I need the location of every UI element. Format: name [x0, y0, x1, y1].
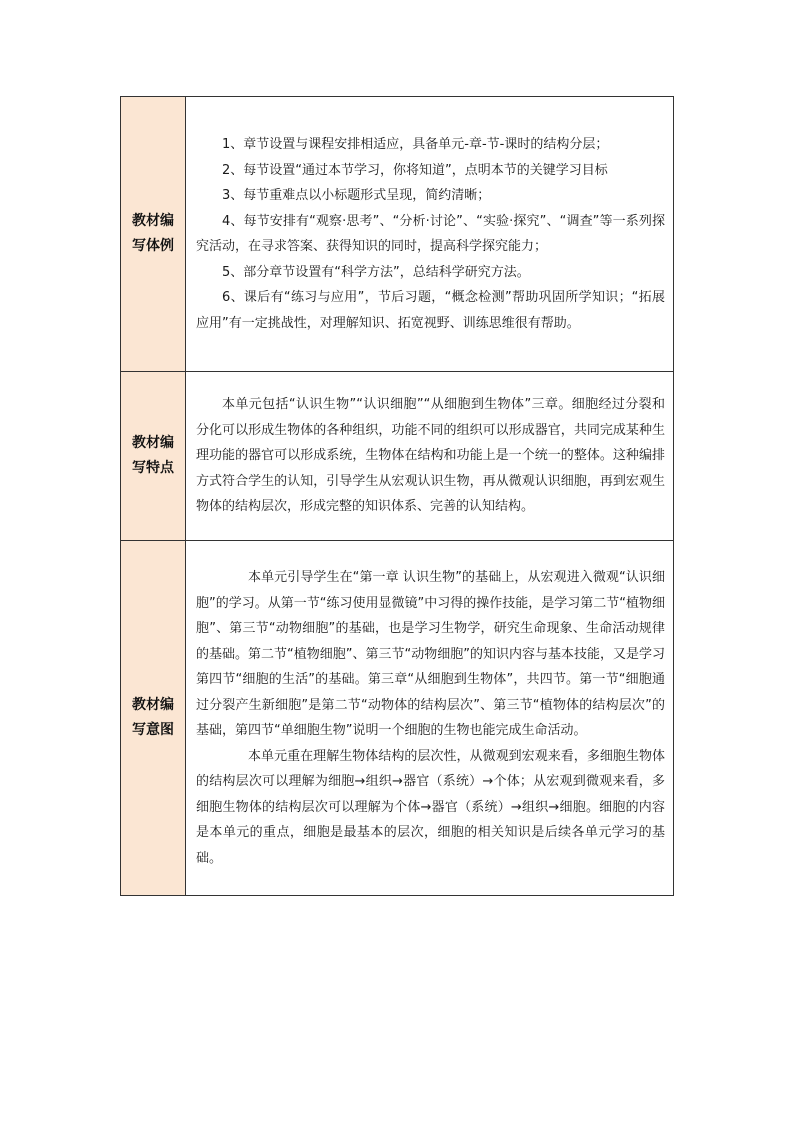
paragraph: 本单元重在理解生物体结构的层次性，从微观到宏观来看，多细胞生物体的结构层次可以理解为细胞→组织→器官（系统）→个体；从宏观到微观来看，多细胞生物体的结构层次可以理解为个体→器官（系统）→组织→细胞。细胞的内容是本单元的重点，细胞是最基本的层次，细胞的相关知识是后续各单元学习的基础。	[196, 748, 665, 866]
table-row	[121, 541, 674, 896]
textbook-analysis-table	[120, 96, 674, 896]
table-row	[121, 97, 674, 372]
paragraph: 3、每节重难点以小标题形式呈现，简约清晰；	[222, 188, 491, 203]
row-content-cell	[186, 372, 674, 541]
paragraph: 4、每节安排有“观察·思考”、“分析·讨论”、“实验·探究”、“调查”等一系列探究活动，在寻求答案、获得知识的同时，提高科学探究能力；	[196, 213, 665, 254]
paragraph: 本单元引导学生在“第一章 认识生物”的基础上，从宏观进入微观“认识细胞”的学习。从第一节“练习使用显微镜”中习得的操作技能，是学习第二节“植物细胞”、第三节“动物细胞”的基础，也是学习生物学，研究生命现象、生命活动规律的基础。第二节“植物细胞”、第三节“动物细胞”的知识内容与基本技能，又是学习第四节“细胞的生活”的基础。第三章“从细胞到生物体”，共四节。第一节“细胞通过分裂产生新细胞”是第二节“动物体的结构层次”、第三节“植物体的结构层次”的基础，第四节“单细胞生物”说明一个细胞的生物也能完成生命活动。	[196, 570, 665, 738]
paragraph: 1、章节设置与课程安排相适应，具备单元-章-节-课时的结构分层；	[222, 137, 609, 152]
row-label: 教材编写意图	[131, 697, 174, 738]
row-label-cell	[121, 372, 186, 541]
row-content-cell	[186, 97, 674, 372]
paragraph: 6、课后有“练习与应用”，节后习题，“概念检测”帮助巩固所学知识；“拓展应用”有一定挑战性，对理解知识、拓宽视野、训练思维很有帮助。	[196, 290, 665, 331]
row-label-cell	[121, 541, 186, 896]
paragraph: 5、部分章节设置有“科学方法”，总结科学研究方法。	[222, 264, 530, 280]
paragraph: 本单元包括“认识生物”“认识细胞”“从细胞到生物体”三章。细胞经过分裂和分化可以形成生物体的各种组织，功能不同的组织可以形成器官，共同完成某种生理功能的器官可以形成系统，生物体在结构和功能上是一个统一的整体。这种编排方式符合学生的认知，引导学生从宏观认识生物，再从微观认识细胞，再到宏观生物体的结构层次，形成完整的知识体系、完善的认知结构。	[196, 397, 665, 515]
row-content-cell	[186, 541, 674, 896]
row-label-cell	[121, 97, 186, 372]
paragraph: 2、每节设置“通过本节学习，你将知道”，点明本节的关键学习目标	[222, 162, 608, 178]
row-label: 教材编写特点	[131, 435, 174, 476]
row-label: 教材编写体例	[131, 213, 174, 254]
table-row	[121, 372, 674, 541]
